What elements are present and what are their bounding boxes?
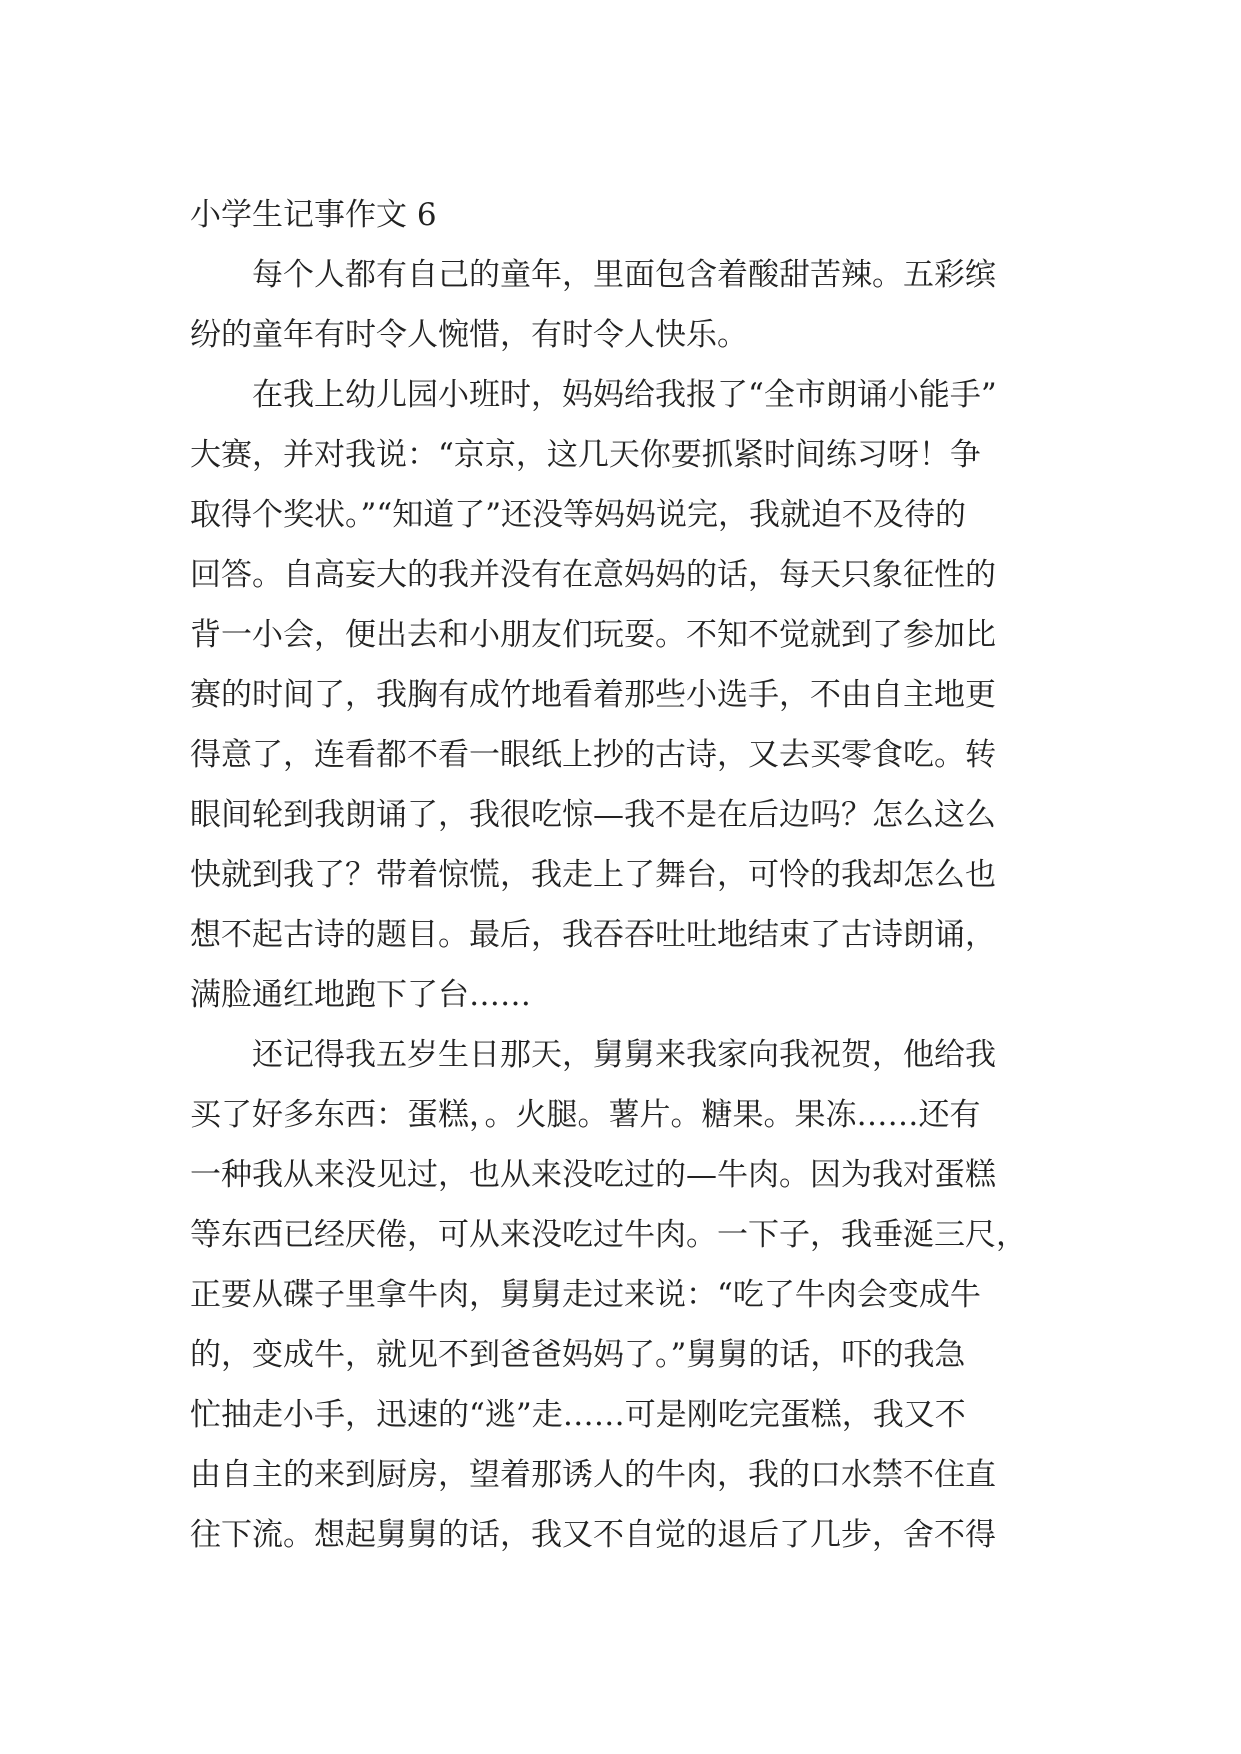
text-line: 取得个奖状。”“知道了”还没等妈妈说完，我就迫不及待的 [190, 497, 967, 533]
text-line: 一种我从来没见过，也从来没吃过的—牛肉。因为我对蛋糕 [190, 1157, 996, 1193]
text-line: 得意了，连看都不看一眼纸上抄的古诗，又去买零食吃。转 [190, 737, 996, 773]
text-line: 赛的时间了，我胸有成竹地看着那些小选手，不由自主地更 [190, 677, 996, 713]
text-line: 买了好多东西：蛋糕，。火腿。薯片。糖果。果冻……还有 [190, 1097, 981, 1133]
text-line: 眼间轮到我朗诵了，我很吃惊—我不是在后边吗？怎么这么 [190, 797, 996, 833]
text-line: 回答。自高妄大的我并没有在意妈妈的话，每天只象征性的 [190, 557, 996, 593]
text-line: 背一小会，便出去和小朋友们玩耍。不知不觉就到了参加比 [190, 617, 996, 653]
text-line: 等东西已经厌倦，可从来没吃过牛肉。一下子，我垂涎三尺， [190, 1217, 1027, 1253]
text-line: 快就到我了？带着惊慌，我走上了舞台，可怜的我却怎么也 [190, 857, 996, 893]
text-line: 由自主的来到厨房，望着那诱人的牛肉，我的口水禁不住直 [190, 1457, 996, 1493]
text-line: 还记得我五岁生日那天，舅舅来我家向我祝贺，他给我 [252, 1037, 996, 1073]
paragraph [190, 245, 1055, 365]
paragraph [190, 365, 1055, 1025]
text-line: 往下流。想起舅舅的话，我又不自觉的退后了几步，舍不得 [190, 1517, 996, 1553]
text-line: 纷的童年有时令人惋惜，有时令人快乐。 [190, 317, 748, 353]
document-body [190, 185, 1055, 1565]
text-line: 满脸通红地跑下了台…… [190, 977, 531, 1013]
text-line: 每个人都有自己的童年，里面包含着酸甜苦辣。五彩缤 [252, 257, 996, 293]
text-line: 大赛，并对我说：“京京，这几天你要抓紧时间练习呀！争 [190, 437, 981, 473]
text-line: 在我上幼儿园小班时，妈妈给我报了“全市朗诵小能手” [252, 377, 997, 413]
text-line: 的，变成牛，就见不到爸爸妈妈了。”舅舅的话，吓的我急 [190, 1337, 966, 1373]
document-title: 小学生记事作文 6 [190, 197, 437, 233]
text-line: 正要从碟子里拿牛肉，舅舅走过来说：“吃了牛肉会变成牛 [190, 1277, 981, 1313]
text-line: 忙抽走小手，迅速的“逃”走……可是刚吃完蛋糕，我又不 [190, 1397, 966, 1433]
paragraph [190, 1025, 1055, 1565]
text-line: 想不起古诗的题目。最后，我吞吞吐吐地结束了古诗朗诵， [190, 917, 996, 953]
